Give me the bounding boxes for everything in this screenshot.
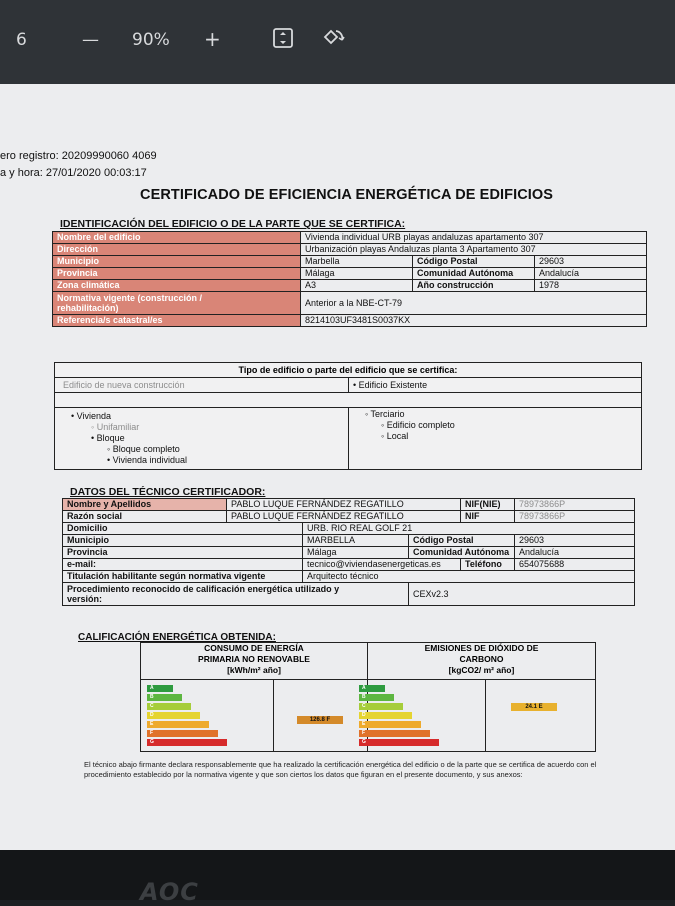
calificacion-heading: CALIFICACIÓN ENERGÉTICA OBTENIDA: bbox=[78, 632, 276, 643]
identificacion-table bbox=[52, 231, 647, 327]
ca-value: Andalucía bbox=[535, 268, 647, 280]
tecnico-nombre-value: PABLO LUQUE FERNÁNDEZ REGATILLO bbox=[227, 499, 461, 511]
monitor-bezel bbox=[0, 850, 675, 900]
telefono-label: Teléfono bbox=[461, 559, 515, 571]
email-label: e-mail: bbox=[63, 559, 303, 571]
edificio-completo-option: ◦ Edificio completo bbox=[381, 420, 455, 430]
emisiones-unit: [kgCO2/ m² año] bbox=[448, 665, 515, 675]
table-row bbox=[53, 292, 647, 315]
scale-bar-d: D bbox=[147, 712, 200, 719]
consumo-rating: 126.8 F bbox=[297, 716, 343, 724]
scale-bar-g: G bbox=[147, 739, 227, 746]
procedimiento-label bbox=[63, 583, 409, 606]
referencia-label: Referencia/s catastral/es bbox=[53, 315, 301, 327]
identificacion-heading: IDENTIFICACIÓN DEL EDIFICIO O DE LA PARTE QUE SE CERTIFICA: bbox=[60, 218, 406, 230]
table-row bbox=[63, 547, 635, 559]
nif-label: NIF bbox=[461, 511, 515, 523]
emisiones-rating: 24.1 E bbox=[511, 703, 557, 711]
domicilio-label: Domicilio bbox=[63, 523, 303, 535]
zoom-in-button[interactable]: + bbox=[204, 27, 221, 51]
provincia-value: Málaga bbox=[301, 268, 413, 280]
fecha-hora: a y hora: 27/01/2020 00:03:17 bbox=[0, 167, 147, 179]
calif-divider bbox=[273, 679, 274, 751]
ca-label: Comunidad Autónoma bbox=[413, 268, 535, 280]
table-row bbox=[53, 232, 647, 244]
scale-bar-e: E bbox=[147, 721, 209, 728]
nueva-construccion-option: Edificio de nueva construcción bbox=[63, 380, 185, 390]
table-row bbox=[63, 523, 635, 535]
scale-bar-a: A bbox=[359, 685, 385, 692]
nombre-label: Nombre del edificio bbox=[53, 232, 301, 244]
nif-value: 78973866P bbox=[515, 511, 635, 523]
normativa-label-line1: Normativa vigente (construcción / bbox=[57, 293, 203, 303]
direccion-value: Urbanización playas Andaluzas planta 3 Apartamento 307 bbox=[301, 244, 647, 256]
document-title: CERTIFICADO DE EFICIENCIA ENERGÉTICA DE EDIFICIOS bbox=[140, 187, 554, 203]
tipo-divider bbox=[55, 407, 641, 408]
direccion-label: Dirección bbox=[53, 244, 301, 256]
tecnico-municipio-value: MARBELLA bbox=[303, 535, 409, 547]
tecnico-cp-value: 29603 bbox=[515, 535, 635, 547]
tecnico-provincia-value: Málaga bbox=[303, 547, 409, 559]
table-row bbox=[63, 559, 635, 571]
bloque-completo-option: ◦ Bloque completo bbox=[107, 444, 180, 454]
provincia-label: Provincia bbox=[53, 268, 301, 280]
table-row bbox=[53, 280, 647, 292]
scale-bar-g: G bbox=[359, 739, 439, 746]
emisiones-title-1: EMISIONES DE DIÓXIDO DE bbox=[424, 643, 539, 653]
zona-value: A3 bbox=[301, 280, 413, 292]
registro-number: ero registro: 20209990060 4069 bbox=[0, 150, 157, 162]
calificacion-box bbox=[140, 642, 596, 752]
viewer-toolbar bbox=[0, 0, 675, 84]
titulacion-label: Titulación habilitante según normativa vigente bbox=[63, 571, 303, 583]
tecnico-table bbox=[62, 498, 635, 606]
scale-bar-b: B bbox=[359, 694, 394, 701]
cp-label: Código Postal bbox=[413, 256, 535, 268]
tipo-divider bbox=[348, 378, 349, 392]
scale-bar-b: B bbox=[147, 694, 182, 701]
referencia-value: 8214103UF3481S0037KX bbox=[301, 315, 647, 327]
municipio-value: Marbella bbox=[301, 256, 413, 268]
tecnico-ca-label: Comunidad Autónoma bbox=[409, 547, 515, 559]
emisiones-title-2: CARBONO bbox=[459, 654, 504, 664]
normativa-value: Anterior a la NBE-CT-79 bbox=[301, 292, 647, 315]
normativa-label-line2: rehabilitación) bbox=[57, 303, 119, 313]
anio-label: Año construcción bbox=[413, 280, 535, 292]
table-row bbox=[63, 511, 635, 523]
terciario-option: ◦ Terciario bbox=[365, 409, 405, 419]
tecnico-nombre-label: Nombre y Apellidos bbox=[63, 499, 227, 511]
scale-bar-e: E bbox=[359, 721, 421, 728]
razon-value: PABLO LUQUE FERNÁNDEZ REGATILLO bbox=[227, 511, 461, 523]
consumo-unit: [kWh/m² año] bbox=[227, 665, 281, 675]
tecnico-provincia-label: Provincia bbox=[63, 547, 303, 559]
table-row bbox=[53, 315, 647, 327]
procedimiento-label-line2: versión: bbox=[67, 594, 103, 604]
emisiones-header bbox=[368, 643, 595, 676]
telefono-value: 654075688 bbox=[515, 559, 635, 571]
table-row bbox=[53, 268, 647, 280]
zona-label: Zona climática bbox=[53, 280, 301, 292]
bloque-option: • Bloque bbox=[91, 433, 125, 443]
anio-value: 1978 bbox=[535, 280, 647, 292]
consumo-header bbox=[141, 643, 367, 676]
pdf-page bbox=[0, 84, 675, 850]
rotate-icon[interactable] bbox=[322, 27, 344, 49]
vivienda-option: • Vivienda bbox=[71, 411, 112, 421]
cp-value: 29603 bbox=[535, 256, 647, 268]
scale-bar-d: D bbox=[359, 712, 412, 719]
table-row bbox=[63, 535, 635, 547]
tecnico-municipio-label: Municipio bbox=[63, 535, 303, 547]
scale-bar-f: F bbox=[147, 730, 218, 737]
procedimiento-value: CEXv2.3 bbox=[409, 583, 635, 606]
municipio-label: Municipio bbox=[53, 256, 301, 268]
email-value: tecnico@viviendasenergeticas.es bbox=[303, 559, 461, 571]
nif-nie-label: NIF(NIE) bbox=[461, 499, 515, 511]
calif-divider bbox=[141, 679, 595, 680]
declaracion-text: El técnico abajo firmante declara responsablemente que ha realizado la certificación energética del edificio o de la parte que se certifica de acuerdo con el procedimiento establecido por la normativa vigente y que son ciertos los datos que figuran en el presente documento, y sus anexos: bbox=[84, 760, 597, 779]
zoom-out-button[interactable]: — bbox=[82, 30, 99, 50]
table-row bbox=[53, 256, 647, 268]
procedimiento-label-line1: Procedimiento reconocido de calificación energética utilizado y bbox=[67, 584, 340, 594]
consumo-title-2: PRIMARIA NO RENOVABLE bbox=[198, 654, 310, 664]
scale-bar-c: C bbox=[147, 703, 191, 710]
nif-nie-value: 78973866P bbox=[515, 499, 635, 511]
monitor-logo: AOC bbox=[140, 878, 199, 906]
nombre-value: Vivienda individual URB playas andaluzas apartamento 307 bbox=[301, 232, 647, 244]
unifamiliar-option: ◦ Unifamiliar bbox=[91, 422, 140, 432]
local-option: ◦ Local bbox=[381, 431, 409, 441]
tecnico-ca-value: Andalucía bbox=[515, 547, 635, 559]
tecnico-cp-label: Código Postal bbox=[409, 535, 515, 547]
fit-page-icon[interactable] bbox=[272, 27, 294, 49]
zoom-level[interactable]: 90% bbox=[132, 30, 170, 50]
table-row bbox=[63, 571, 635, 583]
table-row bbox=[53, 244, 647, 256]
consumo-title-1: CONSUMO DE ENERGÍA bbox=[204, 643, 304, 653]
calif-divider bbox=[485, 679, 486, 751]
edificio-existente-option: • Edificio Existente bbox=[353, 380, 428, 390]
domicilio-value: URB. RIO REAL GOLF 21 bbox=[303, 523, 635, 535]
scale-bar-a: A bbox=[147, 685, 173, 692]
titulacion-value: Arquitecto técnico bbox=[303, 571, 635, 583]
normativa-label bbox=[53, 292, 301, 315]
scale-bar-f: F bbox=[359, 730, 430, 737]
razon-label: Razón social bbox=[63, 511, 227, 523]
tipo-heading: Tipo de edificio o parte del edificio que se certifica: bbox=[55, 363, 641, 378]
vivienda-individual-option: • Vivienda individual bbox=[107, 455, 188, 465]
tipo-divider bbox=[348, 408, 349, 469]
tecnico-heading: DATOS DEL TÉCNICO CERTIFICADOR: bbox=[70, 486, 266, 498]
scale-bar-c: C bbox=[359, 703, 403, 710]
page-number[interactable]: 6 bbox=[16, 30, 27, 50]
table-row bbox=[63, 583, 635, 606]
table-row bbox=[63, 499, 635, 511]
tipo-edificio-box bbox=[54, 362, 642, 470]
